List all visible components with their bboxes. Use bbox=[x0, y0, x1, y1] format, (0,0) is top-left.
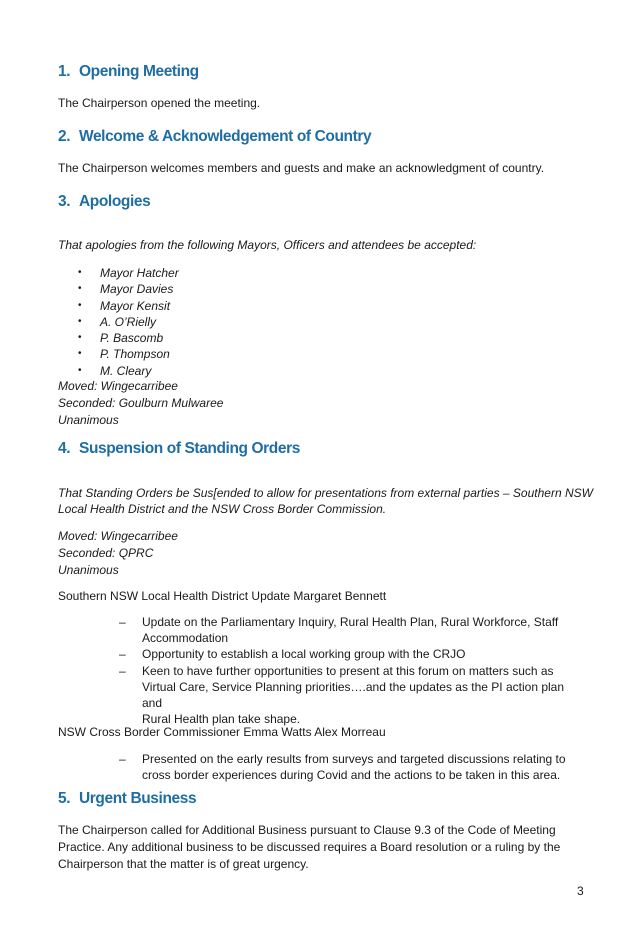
list-item: • A. O’Rielly bbox=[78, 314, 157, 329]
list-item: • P. Bascomb bbox=[78, 331, 164, 346]
urgent-text-line-2: Practice. Any additional business to be discussed requires a Board resolution or a ruling by the bbox=[58, 840, 561, 854]
section-heading-urgent bbox=[58, 790, 196, 808]
section-title: Suspension of Standing Orders bbox=[79, 440, 300, 457]
suspension-moved: Moved: Wingecarribee bbox=[58, 529, 178, 543]
page-number: 3 bbox=[577, 884, 584, 898]
section-heading-welcome bbox=[58, 128, 371, 146]
bullet: • bbox=[78, 315, 82, 327]
dash-bullet: – bbox=[119, 752, 126, 766]
section-title: Welcome & Acknowledgement of Country bbox=[79, 128, 372, 145]
list-item: • Mayor Hatcher bbox=[78, 266, 179, 280]
list-item: – Keen to have further opportunities to present at this forum on matters such as Virtual Care, Service Planning priorities….and the updates as the PI action plan and Rural Health plan take shape. bbox=[119, 663, 565, 727]
presenter-1-points bbox=[119, 614, 582, 727]
list-item: • Mayor Kensit bbox=[78, 298, 171, 313]
presenter-1-heading: Southern NSW Local Health District Update Margaret Bennett bbox=[58, 589, 387, 603]
dash-bullet: – bbox=[119, 615, 126, 629]
bullet: • bbox=[78, 348, 82, 360]
presenter-2-points bbox=[119, 751, 582, 783]
section-title: Apologies bbox=[79, 193, 151, 210]
dash-bullet: – bbox=[119, 663, 126, 678]
dash-bullet: – bbox=[119, 647, 126, 662]
section-number: 5. bbox=[58, 790, 71, 807]
bullet: • bbox=[78, 332, 82, 344]
list-item: • Mayor Davies bbox=[78, 282, 174, 297]
welcome-text: The Chairperson welcomes members and guests and make an acknowledgment of country. bbox=[58, 161, 545, 175]
suspension-motion-line-2: Local Health District and the NSW Cross Border Commission. bbox=[58, 502, 387, 516]
section-title: Opening Meeting bbox=[79, 63, 199, 80]
apologies-seconded: Seconded: Goulburn Mulwaree bbox=[58, 396, 224, 410]
bullet: • bbox=[78, 299, 82, 311]
apologies-moved: Moved: Wingecarribee bbox=[58, 379, 178, 393]
section-title: Urgent Business bbox=[79, 790, 197, 807]
bullet: • bbox=[78, 283, 82, 295]
list-item: – Update on the Parliamentary Inquiry, Rural Health Plan, Rural Workforce, Staff Accommodation bbox=[119, 615, 559, 646]
opening-text: The Chairperson opened the meeting. bbox=[58, 96, 261, 110]
bullet: • bbox=[78, 267, 82, 278]
apologies-motion: That apologies from the following Mayors, Officers and attendees be accepted: bbox=[58, 238, 477, 252]
apologies-list bbox=[78, 265, 179, 379]
list-item: • P. Thompson bbox=[78, 347, 170, 362]
suspension-motion-line-1: That Standing Orders be Sus[ended to allow for presentations from external parties – Southern NSW bbox=[58, 486, 593, 500]
bullet: • bbox=[78, 364, 82, 376]
list-item: – Presented on the early results from surveys and targeted discussions relating to cross border experiences during Covid and the actions to be taken in this area. bbox=[119, 752, 566, 783]
presenter-2-heading: NSW Cross Border Commissioner Emma Watts Alex Morreau bbox=[58, 725, 386, 739]
list-item: • M. Cleary bbox=[78, 363, 152, 378]
suspension-seconded: Seconded: QPRC bbox=[58, 546, 154, 560]
urgent-text-line-3: Chairperson that the matter is of great urgency. bbox=[58, 857, 309, 871]
section-heading-opening bbox=[58, 63, 199, 81]
section-number: 2. bbox=[58, 128, 71, 145]
section-number: 4. bbox=[58, 440, 71, 457]
section-number: 1. bbox=[58, 63, 71, 80]
section-heading-suspension bbox=[58, 440, 300, 458]
urgent-text-line-1: The Chairperson called for Additional Business pursuant to Clause 9.3 of the Code of Meeting bbox=[58, 823, 556, 837]
section-number: 3. bbox=[58, 193, 71, 210]
section-heading-apologies bbox=[58, 193, 150, 211]
list-item: – Opportunity to establish a local working group with the CRJO bbox=[119, 647, 466, 662]
suspension-result: Unanimous bbox=[58, 563, 119, 577]
apologies-result: Unanimous bbox=[58, 413, 119, 427]
